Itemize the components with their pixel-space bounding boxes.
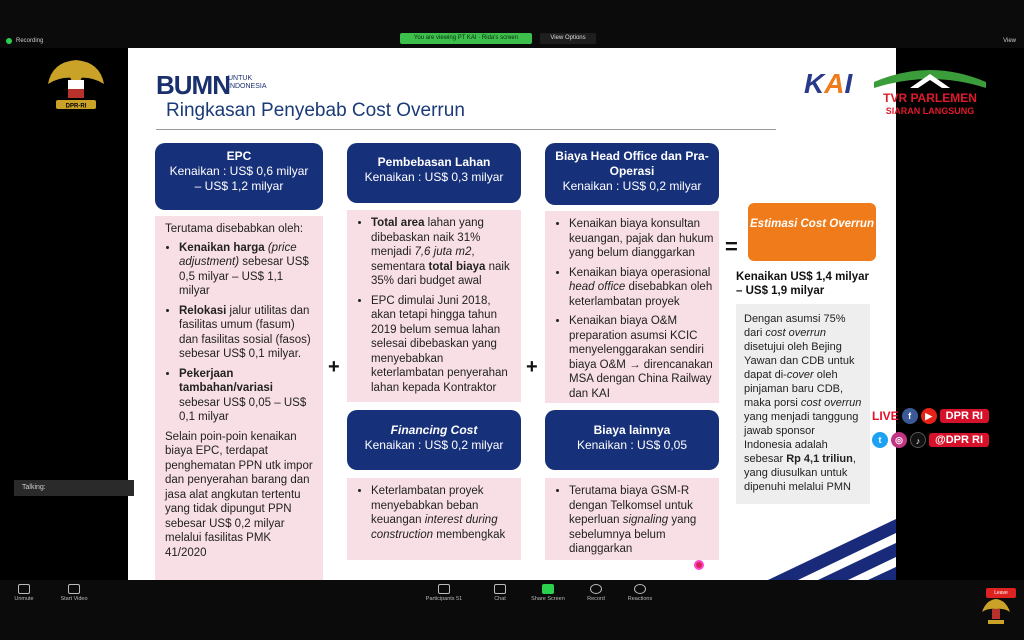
record-button[interactable]: Record bbox=[574, 584, 618, 602]
microphone-icon bbox=[18, 584, 30, 594]
list-item: • Pekerjaan tambahan/variasi sebesar US$ 0,05 – US$ 0,1 milyar bbox=[179, 367, 315, 425]
unmute-button[interactable]: Unmute bbox=[2, 584, 46, 602]
recording-indicator bbox=[6, 38, 43, 44]
estimasi-value: Kenaikan US$ 1,4 milyar – US$ 1,9 milyar bbox=[736, 271, 869, 297]
estimasi-note: Dengan asumsi 75% dari cost overrun disetujui oleh Bejing Yawan dan CDB untuk dapat di-cover oleh pinjaman baru CDB, maka porsi cost overrun yang menjadi tanggung jawab sponsor Indonesia adalah sebesar Rp 4,1 triliun, yang diusulkan untuk dipenuhi melalui PMN bbox=[736, 304, 870, 504]
list-item: • Terutama biaya GSM-R dengan Telkomsel untuk keperluan signaling yang sebelumnya belum dianggarkan bbox=[569, 484, 711, 557]
screen-share-notice: You are viewing PT KAI · Rida's screen bbox=[400, 33, 532, 44]
recording-label: Recording bbox=[16, 38, 44, 44]
start-video-button[interactable]: Start Video bbox=[52, 584, 96, 602]
financing-detail-box bbox=[347, 478, 521, 560]
tvr-parlemen-logo bbox=[870, 64, 990, 120]
plus-sign: + bbox=[328, 356, 340, 378]
live-label: LIVE bbox=[872, 409, 899, 423]
plus-sign: + bbox=[526, 356, 538, 378]
lahan-header: Pembebasan Lahan Kenaikan : US$ 0,3 milyar bbox=[347, 143, 521, 203]
bumn-logo: BUMN bbox=[156, 70, 230, 100]
epc-header: EPC Kenaikan : US$ 0,6 milyar – US$ 1,2 milyar bbox=[155, 143, 323, 210]
list-item: • Kenaikan biaya konsultan keuangan, pajak dan hukum yang belum dianggarkan bbox=[569, 217, 715, 261]
decorative-stripes bbox=[728, 518, 896, 580]
svg-text:SIARAN LANGSUNG: SIARAN LANGSUNG bbox=[885, 106, 975, 116]
lainnya-detail-box bbox=[545, 478, 719, 560]
pointer-dot-icon bbox=[694, 560, 704, 570]
participants-button[interactable]: Participants 51 bbox=[422, 584, 466, 602]
view-button[interactable]: View bbox=[1003, 38, 1016, 44]
list-item: • Keterlambatan proyek menyebabkan beban keuangan interest during construction membengkak bbox=[371, 484, 513, 542]
kai-logo: KAI bbox=[804, 68, 853, 99]
dpr-handle: @DPR RI bbox=[929, 433, 989, 447]
list-item: • Kenaikan biaya O&M preparation asumsi KCIC menyelenggarakan sendiri biaya O&M → direncanakan MSA dengan China Railway dan KAI bbox=[569, 314, 715, 401]
youtube-icon: ▶ bbox=[921, 408, 937, 424]
reactions-icon bbox=[634, 584, 646, 594]
reactions-button[interactable]: Reactions bbox=[618, 584, 662, 602]
estimasi-box: Estimasi Cost Overrun bbox=[748, 203, 876, 261]
list-item: • Total area lahan yang dibebaskan naik 31% menjadi 7,6 juta m2, sementara total biaya naik 35% dari budget awal bbox=[371, 216, 517, 289]
record-icon bbox=[590, 584, 602, 594]
bumn-logo-subtitle: UNTUK INDONESIA bbox=[228, 75, 267, 90]
svg-text:DPR-RI: DPR-RI bbox=[65, 103, 87, 110]
financing-header: Financing Cost Kenaikan : US$ 0,2 milyar bbox=[347, 410, 521, 470]
view-options-button[interactable]: View Options bbox=[540, 33, 596, 44]
participants-icon bbox=[438, 584, 450, 594]
lahan-detail-box bbox=[347, 210, 521, 402]
social-overlay bbox=[872, 432, 989, 448]
epc-detail-box: Terutama disebabkan oleh: • Kenaikan harga (price adjustment) sebesar US$ 0,5 milyar – US$ 1,1 milyar • Relokasi jalur utilitas dan fasilitas umum (fasum) dan fasilitas sosial (fasos) sebesar US$ 0,1 milyar. • Pekerjaan tambahan/variasi sebesar US$ 0,05 – US$ 0,1 milyar Selain poin-poin kenaikan biaya EPC, terdapat penghematan PPN utk impor dan penyerahan barang dan jasa alat angkutan tertentu yang tidak dipungut PPN sebesar US$ 0,2 milyar melalui fasilitas PMK 41/2020 bbox=[155, 216, 323, 580]
instagram-icon: ◎ bbox=[891, 432, 907, 448]
presentation-slide bbox=[128, 48, 896, 580]
slide-title: Ringkasan Penyebab Cost Overrun bbox=[166, 100, 465, 121]
list-item: • Relokasi jalur utilitas dan fasilitas umum (fasum) dan fasilitas sosial (fasos) sebesar US$ 0,1 milyar. bbox=[179, 304, 315, 362]
leave-button[interactable]: Leave bbox=[986, 588, 1016, 598]
video-camera-icon bbox=[68, 584, 80, 594]
share-screen-icon bbox=[542, 584, 554, 594]
dpr-tag: DPR RI bbox=[940, 409, 989, 423]
equals-sign: = bbox=[725, 234, 738, 259]
list-item: • EPC dimulai Juni 2018, akan tetapi hingga tahun 2019 belum semua lahan selesai dibebaskan yang menyebabkan keterlambatan penyerahan lahan kepada Kontraktor bbox=[371, 294, 517, 396]
chat-icon bbox=[494, 584, 506, 594]
talking-indicator: Talking: bbox=[14, 480, 134, 496]
recording-dot-icon bbox=[6, 38, 12, 44]
twitter-icon: t bbox=[872, 432, 888, 448]
dpr-emblem-icon bbox=[42, 54, 110, 116]
title-divider bbox=[156, 129, 776, 130]
share-screen-button[interactable]: Share Screen bbox=[526, 584, 570, 602]
tiktok-icon: ♪ bbox=[910, 432, 926, 448]
chat-button[interactable]: Chat bbox=[478, 584, 522, 602]
svg-text:TVR PARLEMEN: TVR PARLEMEN bbox=[883, 91, 977, 105]
head-office-detail-box bbox=[545, 211, 719, 403]
dpr-emblem-small-icon bbox=[980, 596, 1012, 628]
head-office-header: Biaya Head Office dan Pra-Operasi Kenaikan : US$ 0,2 milyar bbox=[545, 143, 719, 205]
facebook-icon: f bbox=[902, 408, 918, 424]
lainnya-header: Biaya lainnya Kenaikan : US$ 0,05 bbox=[545, 410, 719, 470]
live-overlay bbox=[872, 408, 989, 424]
list-item: • Kenaikan biaya operasional head office disebabkan oleh keterlambatan proyek bbox=[569, 266, 715, 310]
list-item: • Kenaikan harga (price adjustment) sebesar US$ 0,5 milyar – US$ 1,1 milyar bbox=[179, 241, 315, 299]
